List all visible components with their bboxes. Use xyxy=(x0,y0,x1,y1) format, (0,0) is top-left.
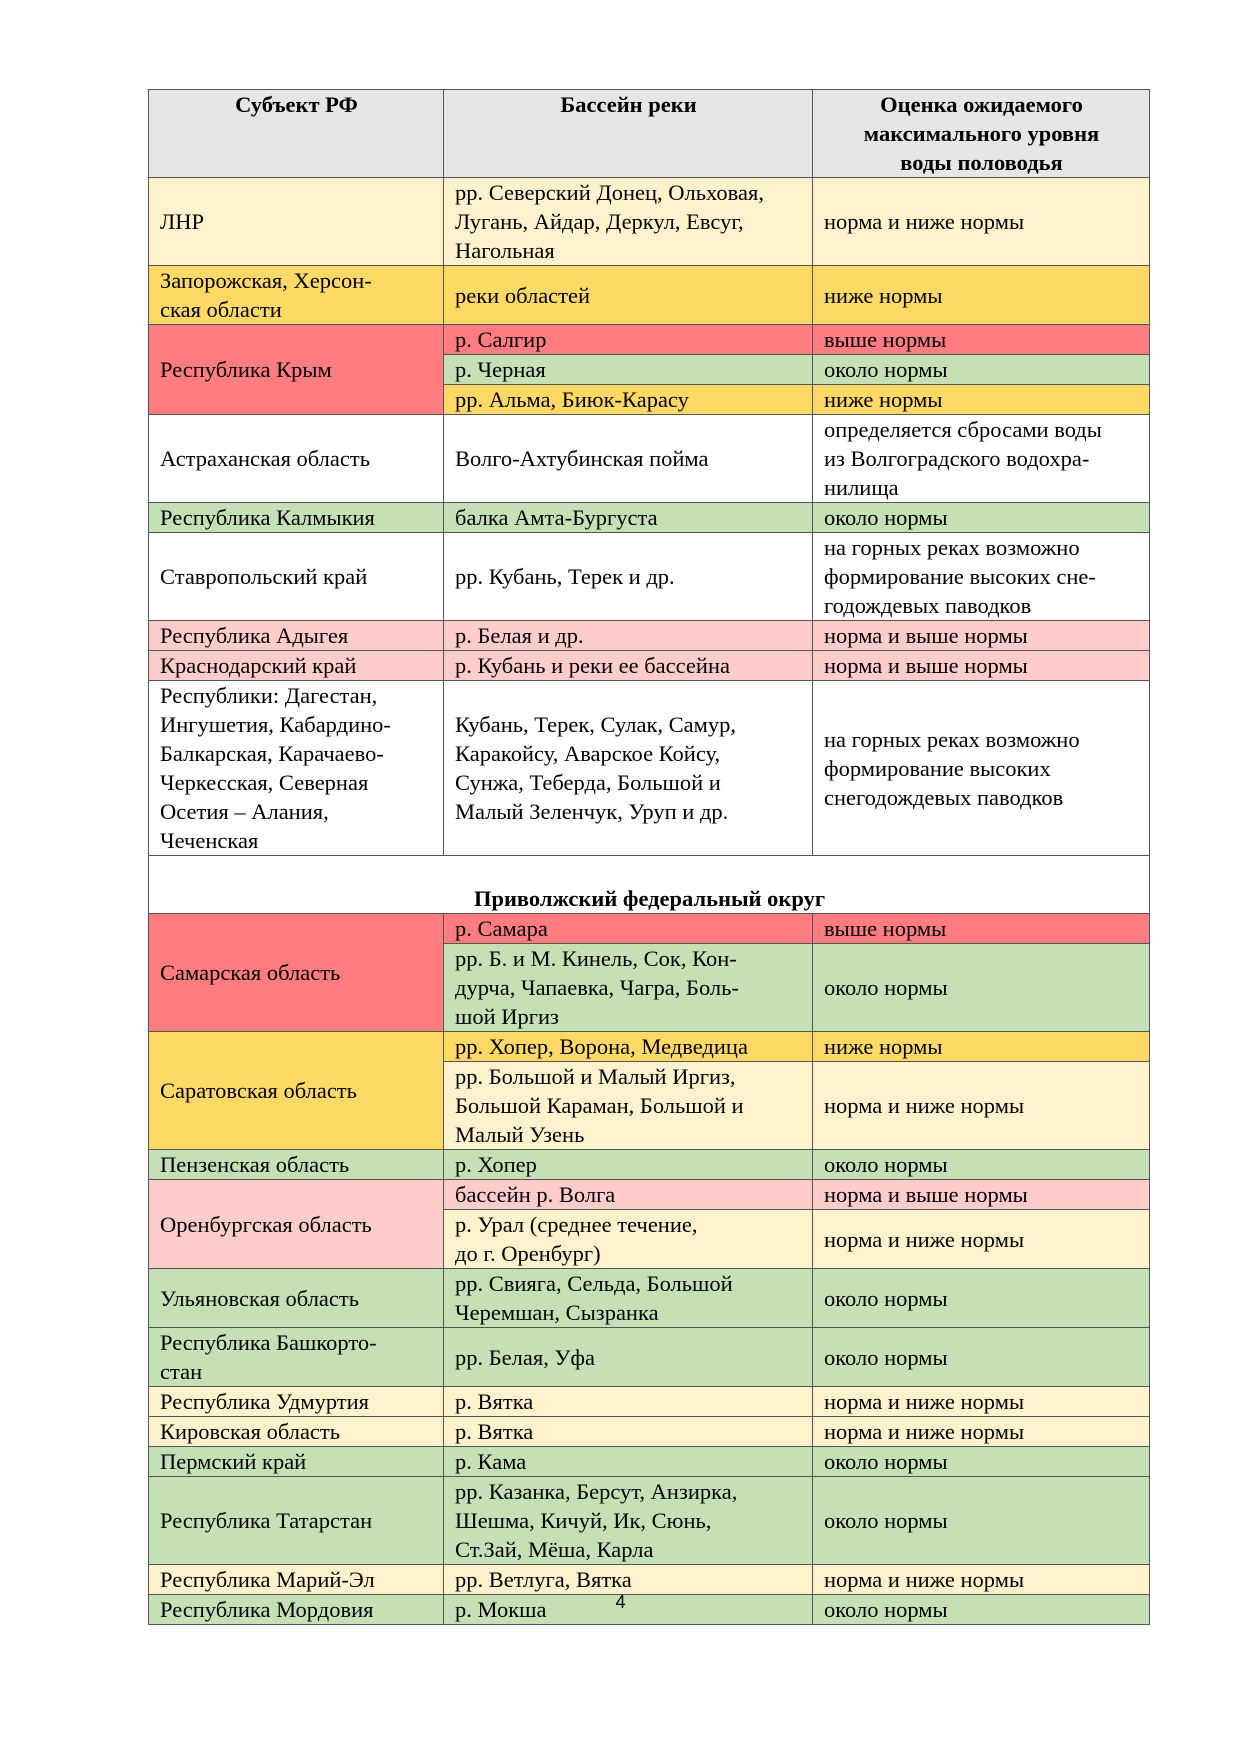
basin-cell: р. Салгир xyxy=(444,325,813,355)
basin-cell: р. Урал (среднее течение, до г. Оренбург) xyxy=(444,1210,813,1269)
basin-cell: рр. Кубань, Терек и др. xyxy=(444,533,813,621)
basin-cell: р. Кубань и реки ее бассейна xyxy=(444,651,813,681)
subject-cell: Оренбургская область xyxy=(149,1180,444,1269)
table-row xyxy=(149,1328,1150,1387)
basin-cell: рр. Большой и Малый Иргиз, Большой Караман, Большой и Малый Узень xyxy=(444,1062,813,1150)
assessment-cell: выше нормы xyxy=(813,914,1150,944)
assessment-cell: ниже нормы xyxy=(813,385,1150,415)
page-number: 4 xyxy=(615,1592,626,1612)
basin-cell: р. Мокша xyxy=(444,1595,813,1625)
assessment-cell: норма и ниже нормы xyxy=(813,178,1150,266)
basin-cell: рр. Свияга, Сельда, Большой Черемшан, Сызранка xyxy=(444,1269,813,1328)
basin-cell: рр. Казанка, Берсут, Анзирка, Шешма, Кичуй, Ик, Сюнь, Ст.Зай, Мёша, Карла xyxy=(444,1477,813,1565)
table-row xyxy=(149,1269,1150,1328)
subject-cell: Саратовская область xyxy=(149,1032,444,1150)
subject-cell: Республика Мордовия xyxy=(149,1595,444,1625)
assessment-cell: около нормы xyxy=(813,503,1150,533)
subject-cell: Республика Крым xyxy=(149,325,444,415)
assessment-cell: около нормы xyxy=(813,1447,1150,1477)
subject-cell: Самарская область xyxy=(149,914,444,1032)
assessment-cell: норма и выше нормы xyxy=(813,1180,1150,1210)
assessment-cell: определяется сбросами воды из Волгоградского водохра- нилища xyxy=(813,415,1150,503)
basin-cell: бассейн р. Волга xyxy=(444,1180,813,1210)
basin-cell: балка Амта-Бургуста xyxy=(444,503,813,533)
basin-cell: рр. Белая, Уфа xyxy=(444,1328,813,1387)
assessment-cell: около нормы xyxy=(813,1269,1150,1328)
table-row xyxy=(149,533,1150,621)
table-row xyxy=(149,1477,1150,1565)
assessment-cell: норма и ниже нормы xyxy=(813,1210,1150,1269)
assessment-cell: норма и выше нормы xyxy=(813,621,1150,651)
assessment-cell: ниже нормы xyxy=(813,266,1150,325)
assessment-cell: норма и ниже нормы xyxy=(813,1565,1150,1595)
subject-cell: Республика Удмуртия xyxy=(149,1387,444,1417)
subject-cell: Республика Марий-Эл xyxy=(149,1565,444,1595)
assessment-cell: около нормы xyxy=(813,1328,1150,1387)
basin-cell: рр. Б. и М. Кинель, Сок, Кон- дурча, Чапаевка, Чагра, Боль- шой Иргиз xyxy=(444,944,813,1032)
assessment-cell: около нормы xyxy=(813,355,1150,385)
assessment-cell: норма и ниже нормы xyxy=(813,1387,1150,1417)
basin-cell: реки областей xyxy=(444,266,813,325)
assessment-cell: норма и ниже нормы xyxy=(813,1417,1150,1447)
subject-cell: Республика Татарстан xyxy=(149,1477,444,1565)
basin-cell: Волго-Ахтубинская пойма xyxy=(444,415,813,503)
subject-cell: Ставропольский край xyxy=(149,533,444,621)
basin-cell: р. Белая и др. xyxy=(444,621,813,651)
subject-cell: Ульяновская область xyxy=(149,1269,444,1328)
subject-cell: Краснодарский край xyxy=(149,651,444,681)
table-row xyxy=(149,651,1150,681)
table-row xyxy=(149,621,1150,651)
assessment-cell: около нормы xyxy=(813,1595,1150,1625)
table-header-row xyxy=(149,90,1150,178)
subject-cell: Пензенская область xyxy=(149,1150,444,1180)
table-row xyxy=(149,1447,1150,1477)
subject-cell: Республика Адыгея xyxy=(149,621,444,651)
assessment-cell: на горных реках возможно формирование высоких снегодождевых паводков xyxy=(813,681,1150,856)
basin-cell: рр. Ветлуга, Вятка xyxy=(444,1565,813,1595)
table-row xyxy=(149,1387,1150,1417)
header-subject: Субъект РФ xyxy=(149,90,444,178)
basin-cell: р. Вятка xyxy=(444,1387,813,1417)
table-row xyxy=(149,681,1150,856)
subject-cell: ЛНР xyxy=(149,178,444,266)
assessment-cell: около нормы xyxy=(813,944,1150,1032)
assessment-cell: норма и выше нормы xyxy=(813,651,1150,681)
assessment-cell: около нормы xyxy=(813,1477,1150,1565)
assessment-cell: на горных реках возможно формирование высоких сне- годождевых паводков xyxy=(813,533,1150,621)
basin-cell: рр. Хопер, Ворона, Медведица xyxy=(444,1032,813,1062)
flood-forecast-table xyxy=(148,89,1150,1625)
basin-cell: р. Самара xyxy=(444,914,813,944)
header-basin: Бассейн реки xyxy=(444,90,813,178)
basin-cell: рр. Северский Донец, Ольховая, Лугань, Айдар, Деркул, Евсуг, Нагольная xyxy=(444,178,813,266)
table-row xyxy=(149,1565,1150,1595)
table-row xyxy=(149,914,1150,944)
header-assessment: Оценка ожидаемого максимального уровня воды половодья xyxy=(813,90,1150,178)
basin-cell: р. Черная xyxy=(444,355,813,385)
subject-cell: Республики: Дагестан, Ингушетия, Кабардино- Балкарская, Карачаево- Черкесская, Северная Осетия – Алания, Чеченская xyxy=(149,681,444,856)
subject-cell: Республика Калмыкия xyxy=(149,503,444,533)
table-row xyxy=(149,1180,1150,1210)
table-row xyxy=(149,415,1150,503)
district-heading: Приволжский федеральный округ xyxy=(149,856,1150,914)
basin-cell: р. Хопер xyxy=(444,1150,813,1180)
assessment-cell: около нормы xyxy=(813,1150,1150,1180)
subject-cell: Кировская область xyxy=(149,1417,444,1447)
basin-cell: рр. Альма, Биюк-Карасу xyxy=(444,385,813,415)
subject-cell: Астраханская область xyxy=(149,415,444,503)
table-row xyxy=(149,1032,1150,1062)
district-row xyxy=(149,856,1150,914)
assessment-cell: норма и ниже нормы xyxy=(813,1062,1150,1150)
table-row xyxy=(149,325,1150,355)
subject-cell: Запорожская, Херсон- ская области xyxy=(149,266,444,325)
basin-cell: р. Кама xyxy=(444,1447,813,1477)
table-row xyxy=(149,1150,1150,1180)
subject-cell: Республика Башкорто- стан xyxy=(149,1328,444,1387)
table-row xyxy=(149,266,1150,325)
subject-cell: Пермский край xyxy=(149,1447,444,1477)
table-row xyxy=(149,503,1150,533)
basin-cell: Кубань, Терек, Сулак, Самур, Каракойсу, Аварское Койсу, Сунжа, Теберда, Большой и Малый Зеленчук, Уруп и др. xyxy=(444,681,813,856)
assessment-cell: выше нормы xyxy=(813,325,1150,355)
assessment-cell: ниже нормы xyxy=(813,1032,1150,1062)
table-row xyxy=(149,178,1150,266)
basin-cell: р. Вятка xyxy=(444,1417,813,1447)
table-row xyxy=(149,1417,1150,1447)
